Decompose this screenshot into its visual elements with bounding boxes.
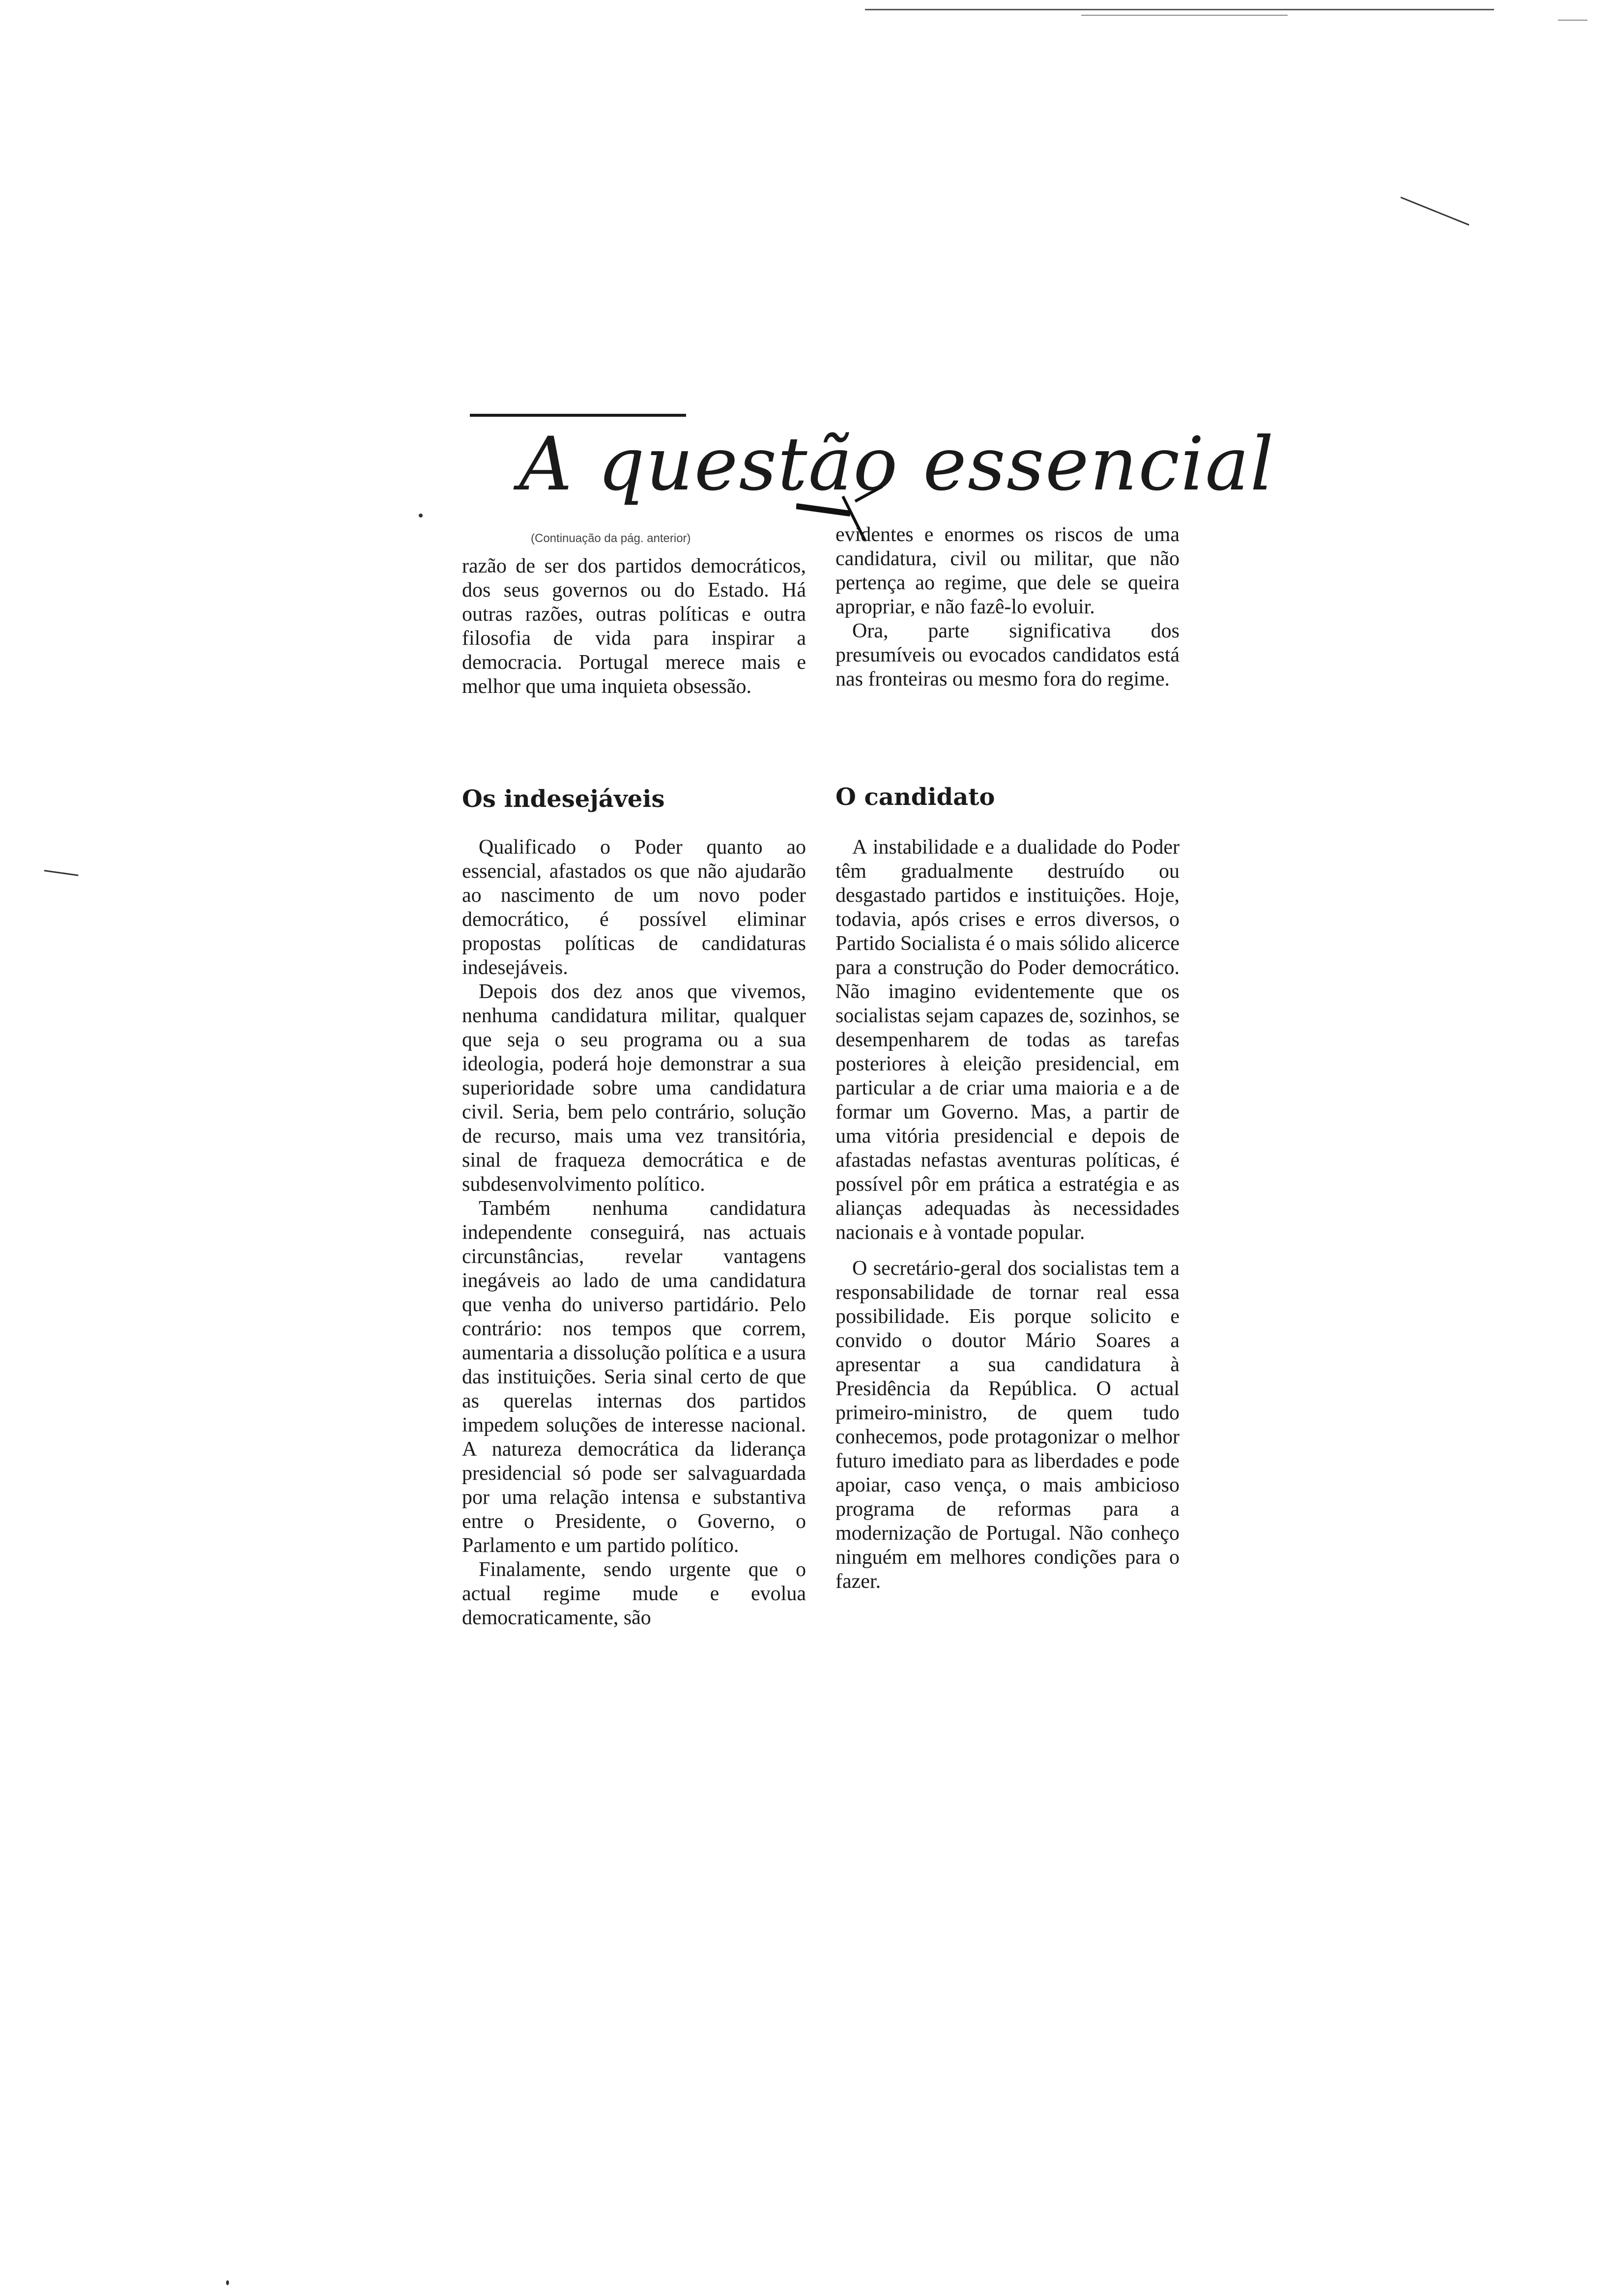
scan-speck [419,514,423,517]
paragraph: O secretário-geral dos socialistas tem a responsabilidade de tornar real essa possibilidade. Eis porque solicito e convido o doutor Mário Soares a apresentar a sua candidatura à Presidência da República. O actual primeiro-ministro, de quem tudo conhecemos, pode protagonizar o melhor futuro imediato para as liberdades e pode apoiar, caso vença, o mais ambicioso programa de reformas para a modernização de Portugal. Não conheço ninguém em melhores condições para o fazer. [835,1257,1180,1593]
scan-speck [226,2280,229,2285]
right-column-intro [835,523,1180,691]
article-headline: A questão essencial [519,422,1275,507]
left-column-intro [462,554,806,699]
newspaper-clipping [423,403,1275,1867]
subhead-candidato: O candidato [835,783,995,811]
paragraph: A instabilidade e a dualidade do Poder têm gradualmente destruído ou desgastado partidos e instituições. Hoje, todavia, após crises e erros diversos, o Partido Socialista é o mais sólido alicerce para a construção do Poder democrático. Não imagino evidentemente que os socialistas sejam capazes de, sozinhos, se desempenharem de todas as tarefas posteriores à eleição presidencial, em particular a de criar uma maioria e a de formar um Governo. Mas, a partir de uma vitória presidencial e depois de afastadas nefastas aventuras políticas, é possível pôr em prática a estratégia e as alianças adequadas às necessidades nacionais e à vontade popular. [835,836,1180,1244]
paragraph: evidentes e enormes os riscos de uma candidatura, civil ou militar, que não pertença ao regime, que dele se queira apropriar, e não fazê-lo evoluir. [835,523,1180,618]
scan-left-mark [44,870,79,876]
subhead-indesejaveis: Os indesejáveis [462,785,665,813]
left-subhead-block [462,784,806,814]
paragraph: Depois dos dez anos que vivemos, nenhuma candidatura militar, qualquer que seja o seu programa ou a sua ideologia, poderá hoje demonstrar a sua superioridade sobre uma candidatura civil. Seria, bem pelo contrário, solução de recurso, mais uma vez transitória, sinal de fraqueza democrática e de subdesenvolvimento político. [462,980,806,1196]
scan-edge-line-short [1081,15,1288,16]
right-subhead-block [835,782,1180,812]
paragraph: Também nenhuma candidatura independente conseguirá, nas actuais circunstâncias, revelar vantagens inegáveis ao lado de uma candidatura que venha do universo partidário. Pelo contrário: nos tempos que correm, aumentaria a dissolução política e a usura das instituições. Seria sinal certo de que as querelas internas dos partidos impedem soluções de interesse nacional. A natureza democrática da liderança presidencial só pode ser salvaguardada por uma relação intensa e substantiva entre o Presidente, o Governo, o Parlamento e um partido político. [462,1197,806,1557]
headline-rule [470,414,686,417]
paragraph: Finalamente, sendo urgente que o actual regime mude e evolua democraticamente, são [462,1558,806,1629]
paragraph: Qualificado o Poder quanto ao essencial, afastados os que não ajudarão ao nascimento de um novo poder democrático, é possível eliminar propostas políticas de candidaturas indesejáveis. [462,836,806,979]
scan-diagonal-mark [1400,197,1469,226]
right-column-body [835,835,1180,1594]
scan-edge-mark [1558,20,1587,21]
paragraph: razão de ser dos partidos democráticos, dos seus governos ou do Estado. Há outras razões, outras políticas e outra filosofia de vida para inspirar a democracia. Portugal merece mais e melhor que uma inquieta obsessão. [462,555,806,698]
scan-edge-line [865,9,1494,10]
continuation-note: (Continuação da pág. anterior) [531,532,691,545]
paragraph: Ora, parte significativa dos presumíveis ou evocados candidatos está nas fronteiras ou mesmo fora do regime. [835,620,1180,690]
left-column-body [462,835,806,1630]
